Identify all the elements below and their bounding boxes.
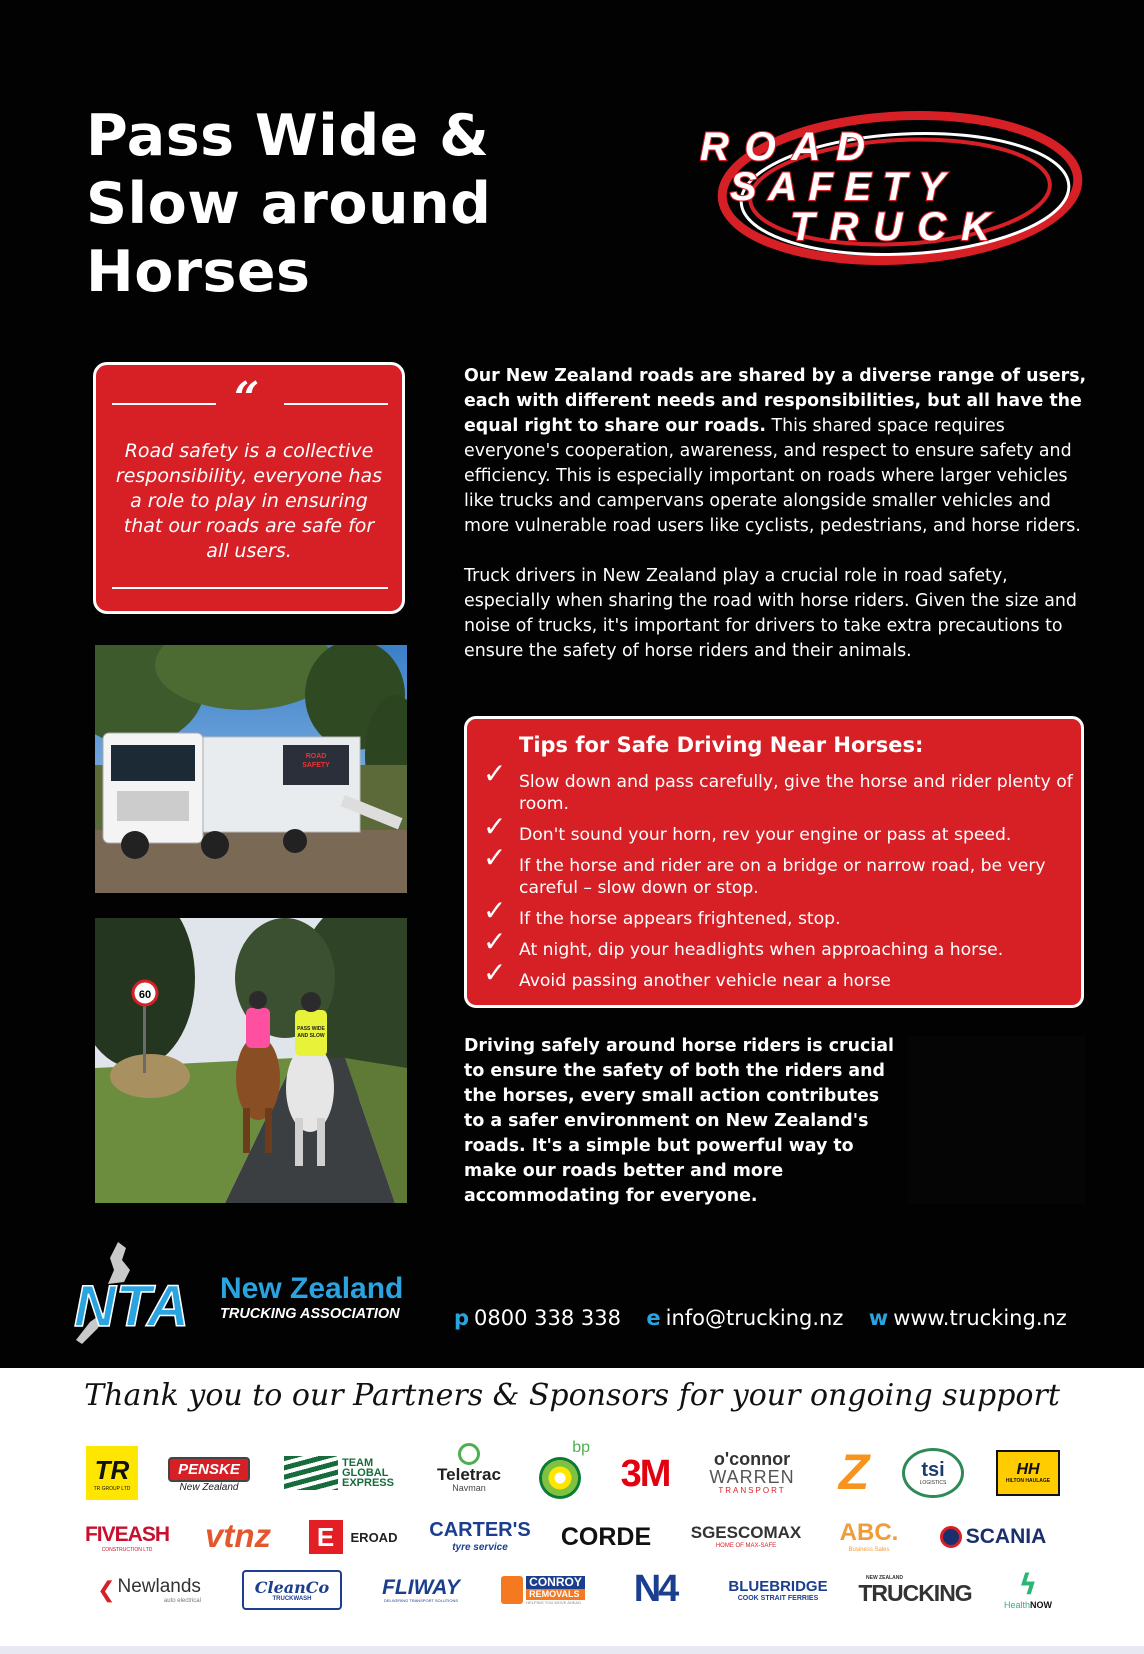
logo-subtext: Navman (452, 1483, 486, 1493)
conroy-removals-logo (494, 1570, 592, 1610)
checkmark-icon: ✓ (483, 925, 507, 958)
web-link[interactable]: www.trucking.nz (893, 1306, 1067, 1330)
tip-text: At night, dip your headlights when approaching a horse. (519, 940, 1004, 960)
logo-text: EROAD (350, 1529, 398, 1545)
logo-text: Teletrac (437, 1465, 501, 1484)
newlands-chevron-icon: ❮ (97, 1577, 116, 1603)
phone-number[interactable]: 0800 338 338 (474, 1306, 622, 1330)
team-global-express-logo (284, 1452, 408, 1494)
logo-subtext: DELIVERING TRANSPORT SOLUTIONS (383, 1598, 459, 1603)
logo-text: Z (838, 1444, 870, 1500)
vest-text: AND SLOW (297, 1033, 325, 1039)
tip-item (481, 925, 1077, 961)
tips-title: Tips for Safe Driving Near Horses: (519, 733, 924, 757)
teletrac-icon (458, 1443, 480, 1465)
bottom-strip (0, 1646, 1144, 1654)
newlands-logo (84, 1568, 214, 1612)
title-line: Horses (86, 239, 311, 305)
logo-text: Newlands (117, 1576, 201, 1597)
carters-logo (428, 1512, 532, 1560)
sgescomax-logo (684, 1514, 808, 1558)
eroad-mark-icon: E (309, 1520, 343, 1554)
logo-text: WARREN (709, 1466, 795, 1487)
logo-subtext: tyre service (452, 1542, 508, 1553)
logo-text: 3M (620, 1452, 670, 1495)
tip-item (481, 757, 1077, 815)
bluebridge-logo (716, 1572, 840, 1608)
nz-trucking-logo (860, 1570, 970, 1610)
logo-subtext: auto electrical (163, 1598, 201, 1604)
logo-word-road: ROAD (700, 125, 865, 169)
quote-divider (112, 587, 388, 589)
bp-helios-icon (539, 1457, 581, 1499)
tip-text: Slow down and pass carefully, give the horse and rider plenty of room. (519, 772, 1073, 814)
phone-key: p (454, 1306, 470, 1330)
scania-griffin-icon (940, 1526, 962, 1548)
web-key: w (868, 1306, 889, 1330)
quote-mark-icon: “ (234, 373, 260, 424)
intro-text (464, 364, 1094, 689)
tip-text: Avoid passing another vehicle near a horse (519, 971, 891, 991)
logo-text: N4 (633, 1567, 677, 1610)
abc-business-sales-logo (834, 1512, 904, 1560)
outro-text: Driving safely around horse riders is crucial to ensure the safety of both the riders and the horses, every small action contributes to a safer environment on New Zealand's roads. It's a simple but powerful way to make our roads better and more accommodating for everyone. (464, 1036, 894, 1206)
logo-text: CARTER'S (429, 1519, 531, 1541)
conroy-mark-icon (501, 1576, 523, 1604)
tip-item (481, 894, 1077, 930)
logo-text: TRUCKING (858, 1580, 972, 1606)
logo-text: o'connor (713, 1448, 791, 1469)
truck-photo (95, 645, 407, 893)
vtnz-logo (194, 1514, 282, 1558)
bp-logo (530, 1436, 590, 1502)
logo-subtext: REMOVALS (526, 1589, 585, 1600)
page-title (86, 102, 526, 306)
intro-bold: Our New Zealand roads are shared by a diverse range of users, each with different needs and responsibilities, but all have the equal right to share our roads. (464, 366, 1087, 436)
healthnow-text (1004, 1600, 1052, 1610)
checkmark-icon: ✓ (483, 956, 507, 989)
logo-subtext: HILTON HAULAGE (1005, 1478, 1051, 1484)
eroad-logo (302, 1518, 404, 1556)
speed-sign-text: 60 (138, 989, 152, 1001)
nta-name: New Zealand (220, 1272, 404, 1305)
conroy-text (526, 1576, 585, 1605)
corde-logo (552, 1518, 660, 1556)
newlands-text (118, 1576, 201, 1604)
oconnor-warren-logo (700, 1444, 804, 1500)
email-link[interactable]: info@trucking.nz (665, 1306, 844, 1330)
logo-text: HH (1016, 1461, 1040, 1478)
logo-text: CleanCo (254, 1577, 330, 1597)
logo-subtext: HOME OF MAX-SAFE (715, 1543, 777, 1549)
logo-text: tsi (921, 1459, 945, 1481)
logo-subtext: COOK STRAIT FERRIES (737, 1594, 819, 1602)
email-key: e (646, 1306, 661, 1330)
quote-text: Road safety is a collective responsibility, everyone has a role to play in ensuring that our roads are safe for all users. (115, 440, 383, 562)
logo-text: CORDE (560, 1522, 652, 1551)
logo-text: TR (94, 1454, 130, 1485)
tip-text: If the horse and rider are on a bridge or narrow road, be very careful – slow down or stop. (519, 856, 1046, 898)
logo-text: Health (1003, 1600, 1030, 1610)
intro-paragraph-2: Truck drivers in New Zealand play a crucial role in road safety, especially when sharing the road with horse riders. Given the size and noise of trucks, it's important for drivers to take extra precautions to ensure the safety of horse riders and their animals. (464, 566, 1077, 661)
quote-box (93, 362, 405, 614)
sponsors-thanks: Thank you to our Partners & Sponsors for your ongoing support (84, 1378, 1060, 1413)
fiveash-logo (84, 1516, 170, 1560)
logo-text: PENSKE (168, 1457, 250, 1482)
tip-text: If the horse appears frightened, stop. (519, 909, 841, 929)
logo-text: FIVEASH (84, 1523, 169, 1546)
tr-group-logo (86, 1446, 138, 1500)
logo-subtext: New Zealand (179, 1482, 239, 1493)
logo-word-truck: TRUCK (790, 205, 990, 249)
logo-text: SCANIA (965, 1525, 1047, 1548)
logo-text: CONROY (526, 1576, 585, 1589)
stripes-icon (284, 1456, 338, 1490)
title-line: Slow around (86, 171, 492, 237)
logo-subtext: TRANSPORT (718, 1485, 786, 1495)
dark-image-placeholder (908, 1036, 1086, 1204)
hilton-haulage-logo (996, 1450, 1060, 1496)
logo-subtext: CONSTRUCTION LTD (101, 1547, 153, 1553)
logo-text: SGESCOMAX (690, 1523, 802, 1542)
title-line: Pass Wide & (86, 103, 490, 169)
intro-paragraph-1 (464, 364, 1094, 539)
tsi-logistics-logo (902, 1448, 964, 1498)
cleanco-logo (242, 1570, 342, 1610)
z-energy-logo (826, 1444, 882, 1500)
quote-divider (112, 403, 216, 405)
checkmark-icon: ✓ (483, 810, 507, 843)
quote-divider (284, 403, 388, 405)
healthnow-bolt-icon: ϟ (1018, 1568, 1038, 1601)
logo-text-bold: NOW (1030, 1600, 1052, 1610)
logo-text: TEAM GLOBAL EXPRESS (342, 1457, 394, 1489)
nta-logo (68, 1240, 428, 1350)
logo-subtext: TR GROUP LTD (93, 1485, 131, 1492)
healthnow-logo (992, 1560, 1064, 1620)
logo-subtext: TRUCKWASH (272, 1595, 312, 1602)
checkmark-icon: ✓ (483, 757, 507, 790)
contact-line (454, 1306, 1067, 1330)
tip-text: Don't sound your horn, rev your engine or pass at speed. (519, 825, 1012, 845)
teletrac-navman-logo (428, 1436, 510, 1500)
tip-item (481, 956, 1077, 992)
intro-regular: This shared space requires everyone's cooperation, awareness, and respect to ensure safety and efficiency. This is especially important on roads where larger vehicles like trucks and campervans operate alongside smaller vehicles and more vulnerable road users like cyclists, pedestrians, and horse riders. (464, 416, 1081, 536)
logo-tagline: HELPING YOU MOVE AHEAD (526, 1599, 581, 1605)
nta-initials: NTA (74, 1274, 189, 1339)
penske-logo (164, 1450, 254, 1500)
n4-logo (620, 1566, 690, 1612)
logo-text: BLUEBRIDGE (728, 1577, 828, 1595)
tip-item (481, 810, 1077, 846)
logo-subtext: NEW ZEALAND (866, 1575, 903, 1581)
horse-riders-photo (95, 918, 407, 1203)
logo-word-safety: SAFETY (730, 165, 945, 209)
vest-text: PASS WIDE (297, 1026, 325, 1032)
tip-item (481, 841, 1077, 899)
logo-text: ABC. (839, 1519, 899, 1546)
tips-box (464, 716, 1084, 1008)
logo-text: bp (572, 1439, 590, 1456)
scania-logo (928, 1518, 1058, 1556)
logo-subtext: LOGISTICS (919, 1480, 947, 1486)
nta-subtitle: TRUCKING ASSOCIATION (220, 1306, 400, 1322)
logo-subtext: Business Sales (848, 1547, 890, 1553)
fliway-logo (368, 1570, 474, 1610)
logo-text: FLIWAY (382, 1576, 460, 1599)
checkmark-icon: ✓ (483, 841, 507, 874)
logo-text: vtnz (205, 1517, 271, 1554)
truck-sign-text: ROAD (305, 753, 327, 760)
truck-sign-text: SAFETY (302, 762, 330, 769)
checkmark-icon: ✓ (483, 894, 507, 927)
tips-list (481, 757, 1077, 1001)
3m-logo (608, 1452, 682, 1496)
road-safety-truck-logo (700, 108, 1085, 273)
